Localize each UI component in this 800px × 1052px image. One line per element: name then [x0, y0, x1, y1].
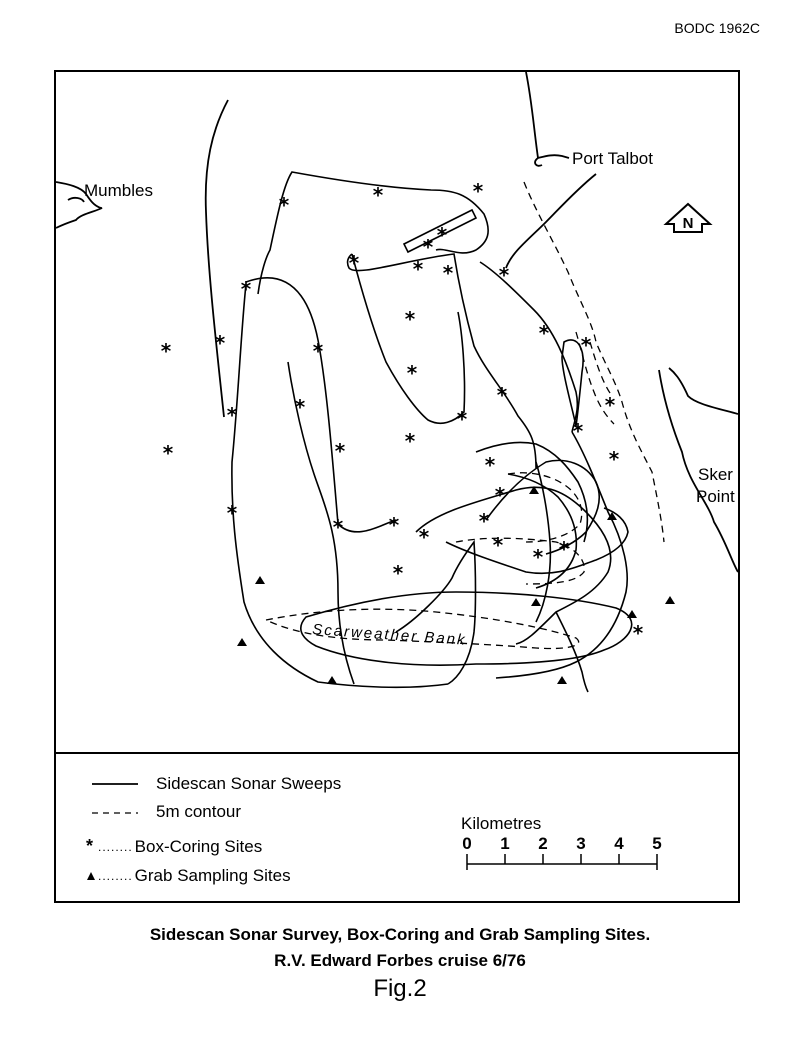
scale-tick-label: 1 [500, 834, 510, 853]
box-coring-site: * [472, 179, 484, 203]
grab-sampling-site [665, 596, 675, 604]
legend-label-grab: Grab Sampling Sites [134, 866, 291, 885]
sweep-south-loop [396, 542, 476, 684]
box-coring-site: * [406, 361, 418, 385]
box-coring-site: * [312, 339, 324, 363]
box-coring-site: * [604, 393, 616, 417]
box-coring-site: * [388, 513, 400, 537]
sweep-tangle-6 [508, 474, 576, 588]
grab-sampling-site [627, 610, 637, 618]
place-label-sker: Sker [698, 465, 733, 484]
box-coring-site: * [334, 439, 346, 463]
grab-sampling-site [531, 598, 541, 606]
coastline-mumbles-inlet [68, 198, 84, 202]
box-coring-site: * [492, 533, 504, 557]
box-coring-site: * [422, 235, 434, 259]
scale-tick-label: 2 [538, 834, 548, 853]
box-coring-site: * [496, 383, 508, 407]
coastline-port-talbot-inlet [535, 158, 542, 166]
box-coring-site: * [226, 501, 238, 525]
box-coring-site: * [580, 333, 592, 357]
grab-sampling-site [255, 576, 265, 584]
svg-text:N: N [682, 215, 694, 232]
box-coring-site: * [372, 183, 384, 207]
box-coring-site: * [478, 509, 490, 533]
map-frame [54, 70, 740, 903]
box-coring-site: * [226, 403, 238, 427]
survey-map [56, 72, 738, 752]
asterisk-symbol: * [86, 836, 94, 856]
box-coring-site: * [294, 395, 306, 419]
box-coring-site: * [498, 263, 510, 287]
triangle-symbol [86, 866, 98, 886]
scale-tick-label: 5 [652, 834, 662, 853]
grab-sampling-site [557, 676, 567, 684]
place-label-port-talbot: Port Talbot [572, 149, 653, 168]
box-coring-site: * [162, 441, 174, 465]
scale-line [461, 852, 671, 892]
box-coring-site: * [332, 515, 344, 539]
box-coring-site: * [456, 407, 468, 431]
box-coring-site: * [418, 525, 430, 549]
legend-row-sweeps [86, 774, 341, 794]
scale-title: Kilometres [461, 814, 542, 833]
grab-sampling-site [237, 638, 247, 646]
box-coring-site: * [404, 429, 416, 453]
north-arrow-icon [666, 204, 710, 232]
place-label-point: Point [696, 487, 735, 506]
legend-dots: ........ [98, 869, 133, 883]
solid-line-symbol [86, 777, 156, 791]
legend-label-contour: 5m contour [156, 802, 242, 821]
legend-label-box-coring: Box-Coring Sites [134, 836, 263, 856]
figure-number: Fig.2 [373, 975, 427, 1002]
box-coring-sites [161, 179, 644, 645]
caption-line-1: Sidescan Sonar Survey, Box-Coring and Grab Sampling Sites. [149, 925, 651, 944]
box-coring-site: * [404, 307, 416, 331]
place-label-mumbles: Mumbles [84, 181, 153, 200]
box-coring-site: * [214, 331, 226, 355]
figure-caption [0, 922, 800, 974]
coastline-west-line [206, 100, 228, 417]
coastline-east-upper [506, 174, 596, 268]
box-coring-site: * [494, 483, 506, 507]
scale-tick-label: 4 [614, 834, 624, 853]
dashed-line-symbol [86, 805, 156, 819]
legend-row-grab [86, 866, 291, 886]
box-coring-site: * [484, 453, 496, 477]
box-coring-site: * [608, 447, 620, 471]
scale-tick-label: 3 [576, 834, 586, 853]
legend-dots: ........ [98, 839, 133, 854]
caption-line-2: R.V. Edward Forbes cruise 6/76 [274, 951, 526, 970]
coastline-east-mid [669, 368, 738, 414]
box-coring-site: * [532, 545, 544, 569]
bank-label: Scarweather Bank [311, 621, 468, 649]
reference-code: BODC 1962C [674, 20, 760, 36]
legend-row-contour [86, 802, 241, 822]
legend-row-box-coring [86, 836, 262, 857]
scale-tick-label: 0 [462, 834, 472, 853]
box-coring-site: * [160, 339, 172, 363]
box-coring-site: * [632, 621, 644, 645]
box-coring-site: * [436, 223, 448, 247]
box-coring-site: * [558, 537, 570, 561]
box-coring-site: * [240, 277, 252, 301]
scale-bar [461, 814, 671, 894]
box-coring-site: * [278, 193, 290, 217]
box-coring-site: * [538, 321, 550, 345]
grab-sampling-site [327, 676, 337, 684]
box-coring-site: * [392, 561, 404, 585]
box-coring-site: * [442, 261, 454, 285]
legend [56, 752, 738, 903]
box-coring-site: * [412, 257, 424, 281]
coastline-port-talbot [526, 72, 569, 158]
box-coring-site: * [348, 251, 360, 275]
legend-label-sweeps: Sidescan Sonar Sweeps [156, 774, 342, 793]
box-coring-site: * [572, 419, 584, 443]
